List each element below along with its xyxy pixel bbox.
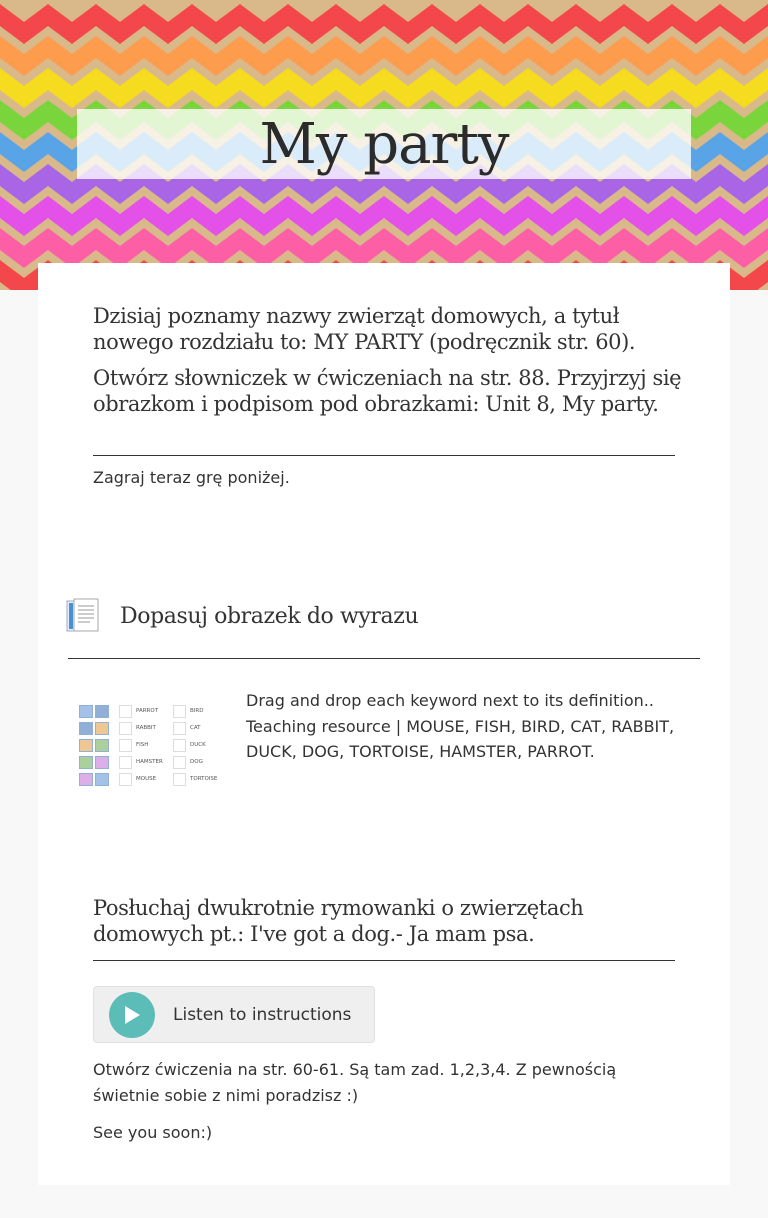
thumbnail-word: HAMSTER [136, 759, 163, 765]
thumbnail-answer-box [119, 773, 132, 786]
document-icon [66, 598, 100, 634]
thumbnail-picture [79, 705, 93, 718]
thumbnail-answer-box [173, 705, 186, 718]
intro-line-1: Dzisiaj poznamy nazwy zwierząt domowych, a tytuł nowego rozdziału to: MY PARTY (podręcznik str. 60). [93, 304, 636, 354]
thumbnail-answer-box [173, 773, 186, 786]
thumbnail-picture [79, 756, 93, 769]
activity-title: Dopasuj obrazek do wyrazu [120, 603, 419, 629]
thumbnail-word: DUCK [190, 742, 206, 748]
divider [93, 455, 675, 456]
activity-description: Drag and drop each keyword next to its definition.. Teaching resource | MOUSE, FISH, BIRD, CAT, RABBIT, DUCK, DOG, TORTOISE, HAMSTER, PARROT. [246, 691, 675, 761]
thumbnail-answer-box [173, 739, 186, 752]
title-box [77, 109, 691, 179]
activity-thumbnail[interactable] [73, 701, 223, 793]
thumbnail-picture [95, 739, 109, 752]
thumbnail-word: RABBIT [136, 725, 156, 731]
activity-header[interactable] [66, 598, 418, 634]
page-title: My party [259, 111, 509, 177]
divider [93, 960, 675, 961]
listen-button[interactable] [93, 986, 375, 1043]
thumbnail-answer-box [173, 722, 186, 735]
play-icon [109, 992, 155, 1038]
thumbnail-picture [79, 773, 93, 786]
thumbnail-word: TORTOISE [190, 776, 218, 782]
thumbnail-picture [95, 773, 109, 786]
farewell-text: See you soon:) [93, 1123, 213, 1142]
exercise-text: Otwórz ćwiczenia na str. 60-61. Są tam zad. 1,2,3,4. Z pewnością świetnie sobie z nimi poradzisz :) [93, 1060, 617, 1105]
thumbnail-picture [95, 756, 109, 769]
section-heading: Posłuchaj dwukrotnie rymowanki o zwierzętach domowych pt.: I've got a dog.- Ja mam psa. [93, 896, 584, 946]
intro-text [93, 303, 683, 417]
thumbnail-word: BIRD [190, 708, 204, 714]
thumbnail-picture [79, 722, 93, 735]
thumbnail-answer-box [119, 739, 132, 752]
thumbnail-word: FISH [136, 742, 149, 748]
thumbnail-picture [95, 705, 109, 718]
thumbnail-word: CAT [190, 725, 201, 731]
thumbnail-picture [95, 722, 109, 735]
thumbnail-word: DOG [190, 759, 203, 765]
play-prompt: Zagraj teraz grę poniżej. [93, 468, 290, 487]
intro-line-2: Otwórz słowniczek w ćwiczeniach na str. 88. Przyjrzyj się obrazkom i podpisom pod obrazkami: Unit 8, My party. [93, 366, 682, 416]
thumbnail-answer-box [119, 722, 132, 735]
content-card [38, 263, 730, 1185]
thumbnail-answer-box [119, 705, 132, 718]
thumbnail-word: PARROT [136, 708, 159, 714]
listen-label: Listen to instructions [173, 1004, 352, 1025]
thumbnail-picture [79, 739, 93, 752]
divider [68, 658, 700, 659]
thumbnail-answer-box [173, 756, 186, 769]
thumbnail-word: MOUSE [136, 776, 157, 782]
thumbnail-answer-box [119, 756, 132, 769]
